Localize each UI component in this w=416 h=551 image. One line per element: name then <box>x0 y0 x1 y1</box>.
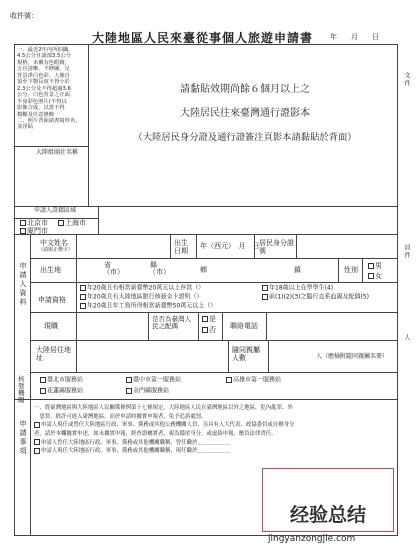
id-copy-notice: 請黏貼效期尚餘６個月以上之 大陸居民往來臺灣通行證影本 （大陸居民身分證及通行證簽注頁影本請黏貼於背面） <box>133 84 357 143</box>
form-date: 年 月 日 <box>330 33 379 41</box>
birthplace-province-city: （市） <box>103 268 124 276</box>
agency-option-taipei[interactable]: 臺北市服務站 <box>40 377 83 384</box>
chinese-name-label: 中文姓名 <box>40 239 68 247</box>
receipt-number-label: 收件號： <box>10 12 38 20</box>
relatives-note: 人（應檢附隨同親屬名冊） <box>316 353 389 360</box>
notes-section-label: 申請事項 <box>19 420 27 456</box>
qualification-option-5[interactable]: 前(1)(2)(3)之隨行直系血親及配偶(5) <box>262 294 369 301</box>
margin-label-mid: 員件 <box>403 244 410 260</box>
accompanying-relatives-label: 隨同親屬人數 <box>232 346 260 363</box>
margin-label-top: 文件 <box>403 72 410 88</box>
checkbox[interactable] <box>126 388 132 394</box>
gender-male[interactable]: 男 <box>368 262 382 270</box>
checkbox[interactable] <box>262 294 268 300</box>
agency-option-taichung[interactable]: 臺中市第一服務站 <box>126 377 181 384</box>
applicant-section-label: 申請人資料 <box>19 262 27 307</box>
birth-date-field[interactable]: 年（西元） 月 日 <box>200 242 260 250</box>
region-label: 申請人設籍區域 <box>34 207 77 214</box>
checkbox[interactable] <box>34 448 40 454</box>
qualification-option-4[interactable]: 年18歲以上在學學生(4) <box>262 285 333 292</box>
qualification-option-2[interactable]: 年20歲且有大陸地區銀行核發金卡證明（） <box>80 294 203 301</box>
birthplace-county: 縣 <box>150 261 157 269</box>
checkbox[interactable] <box>262 285 268 291</box>
checkbox[interactable] <box>58 220 64 226</box>
region-option-xiamen[interactable]: 廈門市 <box>20 227 48 235</box>
agency-option-hualien[interactable]: 花蓮縣服務站 <box>40 388 83 395</box>
qualification-option-3[interactable]: 年20歲且年工資所得相當新臺幣50萬元以上（） <box>80 303 216 310</box>
checkbox[interactable] <box>34 422 40 428</box>
gender-female[interactable]: 女 <box>368 272 382 280</box>
id-number-label: 居民身分證號 <box>259 239 294 256</box>
birthplace-town: 鎮 <box>294 266 301 274</box>
birthplace-township: 鄉 <box>200 266 207 274</box>
qualification-label: 申請資格 <box>38 296 66 304</box>
margin-label-low: 人 <box>403 334 410 342</box>
gender-label: 性別 <box>344 266 358 274</box>
checkbox[interactable] <box>202 316 208 322</box>
region-option-beijing[interactable]: 北京市 <box>20 219 48 227</box>
checkbox[interactable] <box>40 377 46 383</box>
spouse-question-label: 是否為臺灣人民之配偶 <box>152 315 191 331</box>
address-label: 大陸居住地址 <box>36 346 71 363</box>
checkbox[interactable] <box>40 388 46 394</box>
agency-label: 核發機關 <box>18 375 25 405</box>
photo-instructions: 一、最近2年內所拍攝， 4.5公分且頭部3.5公分 規格，未戴有色眼鏡， 五官清晰，不修圖，足 背景淨白色彩，人像自 頂至下顎長度不得小於 2.3公分及不得超過3.6 公分，白色背景之正面 半身彩色照片(不得以 影像合成，以當不得 模糊及任意修飾 二、照片背面請書寫姓名， 並浮貼 <box>17 47 81 131</box>
job-title-label: 現職 <box>44 322 58 330</box>
checkbox[interactable] <box>368 273 374 279</box>
form-title: 大陸地區人民來臺從事個人旅遊申請書 <box>92 31 314 45</box>
spouse-yes[interactable]: 是 <box>202 315 216 323</box>
checkbox[interactable] <box>80 294 86 300</box>
watermark-brand: 经验总结 <box>290 504 367 526</box>
checkbox[interactable] <box>20 220 26 226</box>
checkbox[interactable] <box>80 285 86 291</box>
birthplace-province: 省 <box>104 261 111 269</box>
checkbox[interactable] <box>80 303 86 309</box>
checkbox[interactable] <box>34 439 40 445</box>
checkbox[interactable] <box>368 263 374 269</box>
agency-option-kaohsiung[interactable]: 高雄市第一服務站 <box>226 377 281 384</box>
contact-phone-label: 聯絡電話 <box>230 322 258 330</box>
notes-list: 一、從臺灣地區與大陸地區人民關係條例第十七條規定，大陸地區人民在臺灣地區以外之地區，犯內亂罪、外 患罪，經許可進入臺灣地區，而於申請時據實申報者，免予追訴處罰。 申請人現任或曾任大陸地區行政、軍事、黨務或其他公務機關人員，另具有人大代表、政協委員或台辦身分 者，請於本欄據實申述，如未據實申報，經查證屬實者，視為隱匿身分，或虛偽申報，應負法律責任。 申請人曾任大陸地區行政、軍事、黨務或其他機關職稱，曾任職於＿＿＿＿＿＿ 申請人現任大陸地區行政、軍事、黨務或其他機關職稱，現任職於＿＿＿＿＿＿ <box>34 405 295 455</box>
checkbox[interactable] <box>202 327 208 333</box>
watermark-url: jingyanzongjie.com <box>268 534 356 544</box>
agency-option-kinmen[interactable]: 金門縣服務站 <box>126 388 169 395</box>
birthplace-county-city: （市） <box>149 268 170 276</box>
qualification-option-1[interactable]: 年20歲且有相當新臺幣20萬元以上存款（） <box>80 285 204 292</box>
mainland-agency-label: 大陸組團社名稱 <box>36 149 79 156</box>
checkbox[interactable] <box>126 377 132 383</box>
checkbox[interactable] <box>226 377 232 383</box>
chinese-name-note: （請與正楷字） <box>38 247 74 253</box>
birth-date-label: 出生日期 <box>174 239 188 256</box>
region-option-shanghai[interactable]: 上海市 <box>58 219 86 227</box>
birthplace-label: 出生地 <box>40 266 61 274</box>
spouse-no[interactable]: 否 <box>202 326 216 334</box>
